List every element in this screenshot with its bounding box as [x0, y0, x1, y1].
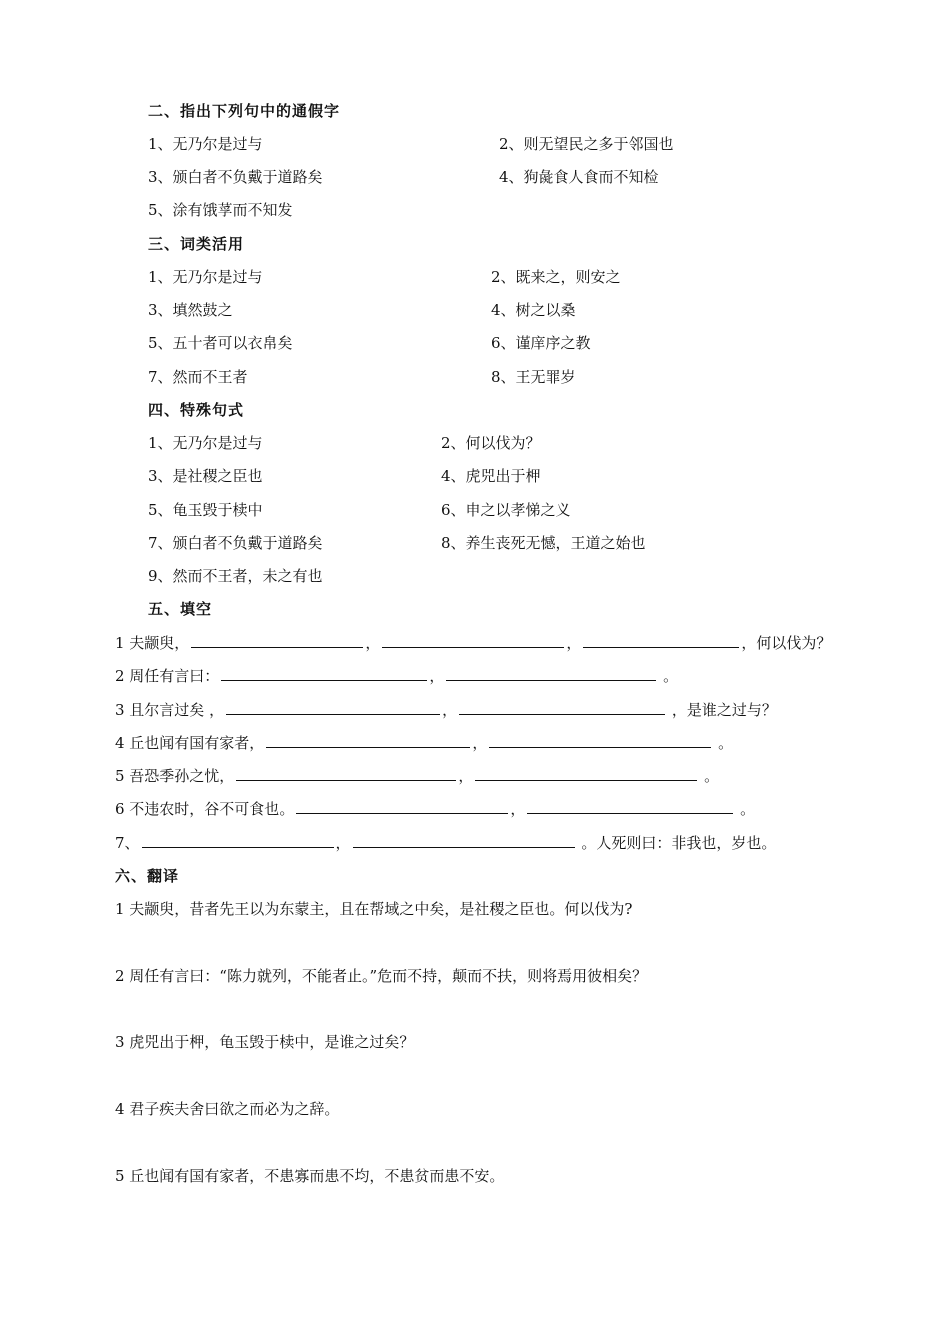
fill-row-4-lead: 4 丘也闻有国有家者，: [115, 734, 265, 752]
fill-row-6-lead: 6 不违农时，谷不可食也。: [115, 800, 295, 818]
section-5-title: 五、填空: [148, 600, 213, 618]
sec2-item-3: 3、颁白者不负戴于道路矣: [148, 168, 323, 186]
fill-row-7-tail: 。人死则曰：非我也，岁也。: [581, 834, 777, 852]
fill-row-6: [115, 799, 755, 819]
translate-item-1: 1 夫颛臾，昔者先王以为东蒙主，且在帮域之中矣，是社稷之臣也。何以伐为?: [115, 900, 633, 918]
section-3-title: 三、词类活用: [148, 235, 245, 253]
fill-row-2: [115, 666, 678, 686]
fill-blank[interactable]: [226, 700, 440, 715]
sec3-item-1: 1、无乃尔是过与: [148, 268, 263, 286]
sec4-item-3: 3、是社稷之臣也: [148, 467, 263, 485]
fill-blank[interactable]: [266, 733, 470, 748]
separator: ，: [510, 800, 526, 818]
fill-blank[interactable]: [142, 833, 334, 848]
translate-item-2: 2 周任有言曰：“陈力就列，不能者止。”危而不持，颠而不扶，则将焉用彼相矣？: [115, 967, 648, 985]
section-6-title: 六、翻译: [115, 867, 180, 885]
sec2-item-4: 4、狗彘食人食而不知检: [499, 168, 659, 186]
sec3-item-2: 2、既来之，则安之: [491, 268, 621, 286]
sec2-item-2: 2、则无望民之多于邻国也: [499, 135, 674, 153]
fill-row-7-lead: 7、: [115, 834, 140, 852]
fill-row-2-lead: 2 周任有言曰：: [115, 667, 220, 685]
fill-blank[interactable]: [236, 766, 456, 781]
sec2-item-1: 1、无乃尔是过与: [148, 135, 263, 153]
sec2-item-5: 5、涂有饿莩而不知发: [148, 201, 293, 219]
translate-item-4: 4 君子疾夫舍曰欲之而必为之辞。: [115, 1100, 340, 1118]
fill-row-5-lead: 5 吾恐季孙之忧，: [115, 767, 235, 785]
sec4-item-6: 6、申之以孝悌之义: [441, 501, 571, 519]
sec3-item-3: 3、填然鼓之: [148, 301, 233, 319]
sec3-item-4: 4、树之以桑: [491, 301, 576, 319]
fill-blank[interactable]: [221, 666, 427, 681]
fill-blank[interactable]: [296, 799, 508, 814]
separator: ，: [458, 767, 474, 785]
translate-item-3: 3 虎兕出于柙，龟玉毁于椟中，是谁之过矣？: [115, 1033, 415, 1051]
fill-row-1-tail: ，何以伐为？: [741, 634, 832, 652]
fill-row-1-lead: 1 夫颛臾，: [115, 634, 190, 652]
sec4-item-7: 7、颁白者不负戴于道路矣: [148, 534, 323, 552]
fill-row-6-tail: 。: [740, 800, 756, 818]
fill-row-3-lead: 3 且尔言过矣 ，: [115, 701, 225, 719]
sec3-item-5: 5、五十者可以衣帛矣: [148, 334, 293, 352]
sec4-item-8: 8、养生丧死无憾，王道之始也: [441, 534, 646, 552]
separator: ，: [566, 634, 582, 652]
separator: ，: [442, 701, 458, 719]
fill-row-4-tail: 。: [718, 734, 734, 752]
sec3-item-8: 8、王无罪岁: [491, 368, 576, 386]
section-4-title: 四、特殊句式: [148, 401, 245, 419]
fill-blank[interactable]: [446, 666, 656, 681]
section-2-title: 二、指出下列句中的通假字: [148, 102, 341, 120]
separator: ，: [472, 734, 488, 752]
sec4-item-9: 9、然而不王者，未之有也: [148, 567, 323, 585]
sec3-item-6: 6、谨庠序之教: [491, 334, 591, 352]
fill-blank[interactable]: [475, 766, 697, 781]
fill-row-3-tail: ，是谁之过与？: [671, 701, 777, 719]
sec4-item-1: 1、无乃尔是过与: [148, 434, 263, 452]
fill-blank[interactable]: [382, 633, 564, 648]
fill-row-7: [115, 833, 776, 853]
fill-blank[interactable]: [353, 833, 575, 848]
sec4-item-5: 5、龟玉毁于椟中: [148, 501, 263, 519]
sec4-item-4: 4、虎兕出于柙: [441, 467, 541, 485]
sec3-item-7: 7、然而不王者: [148, 368, 248, 386]
fill-blank[interactable]: [489, 733, 711, 748]
separator: ，: [335, 834, 351, 852]
fill-blank[interactable]: [459, 700, 665, 715]
fill-row-3: [115, 700, 777, 720]
fill-blank[interactable]: [527, 799, 733, 814]
fill-row-4: [115, 733, 733, 753]
separator: ，: [429, 667, 445, 685]
sec4-item-2: 2、何以伐为？: [441, 434, 541, 452]
translate-item-5: 5 丘也闻有国有家者，不患寡而患不均，不患贫而患不安。: [115, 1167, 505, 1185]
fill-row-5-tail: 。: [704, 767, 720, 785]
fill-blank[interactable]: [191, 633, 363, 648]
fill-row-5: [115, 766, 719, 786]
fill-row-2-tail: 。: [663, 667, 679, 685]
fill-blank[interactable]: [583, 633, 739, 648]
separator: ，: [365, 634, 381, 652]
fill-row-1: [115, 633, 831, 653]
